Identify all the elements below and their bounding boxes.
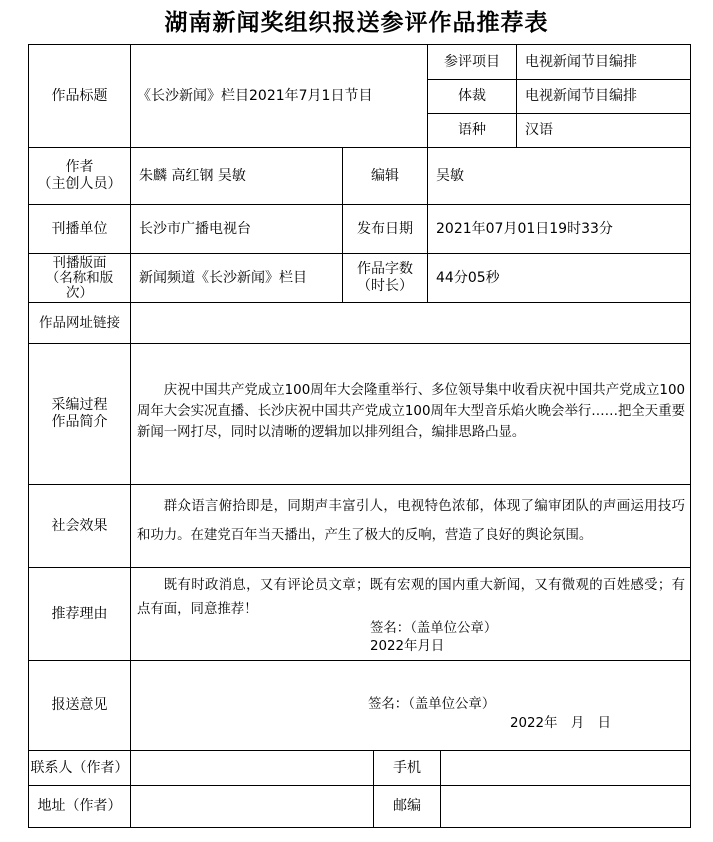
edition-value: 新闻频道《长沙新闻》栏目	[139, 269, 307, 286]
publisher-label: 刊播单位	[51, 220, 108, 237]
edition-label-line1: 刊播版面	[52, 254, 107, 271]
genre-label: 体裁	[458, 88, 486, 104]
zip-label: 邮编	[393, 798, 421, 814]
reason-date: 2022年月日	[370, 639, 445, 654]
author-label-line1: 作者	[65, 159, 94, 175]
phone-value	[441, 751, 690, 785]
social-effect-label: 社会效果	[51, 517, 108, 534]
length-label-line2: （时长）	[357, 278, 413, 294]
contact-label: 联系人（作者）	[30, 759, 129, 776]
length-label-line1: 作品字数	[357, 261, 413, 277]
publish-date-value: 2021年07月01日19时33分	[436, 220, 613, 237]
reason-text: 既有时政消息，又有评论员文章；既有宏观的国内重大新闻，又有微观的百姓感受；有点有面，同意推荐！	[137, 578, 685, 617]
genre-value: 电视新闻节目编排	[525, 88, 637, 104]
process-label-line2: 作品简介	[51, 414, 108, 430]
opinion-label: 报送意见	[51, 697, 108, 713]
category-label: 参评项目	[444, 53, 500, 70]
editor-value: 吴敏	[436, 167, 464, 184]
opinion-sign: 签名：（盖单位公章）	[368, 697, 496, 712]
reason-label: 推荐理由	[51, 605, 108, 622]
process-text: 庆祝中国共产党成立100周年大会隆重举行、多位领导集中收看庆祝中国共产党成立100周年大会实况直播、长沙庆祝中国共产党成立100周年大型音乐焰火晚会举行……把全天重要新闻一网打尽，同时以清晰的逻辑加以排列组合，编排思路凸显。	[137, 383, 685, 440]
reason-sign: 签名：（盖单位公章）	[370, 621, 498, 636]
language-value: 汉语	[525, 122, 553, 138]
process-label-line1: 采编过程	[51, 397, 108, 413]
author-value: 朱麟 高红钢 吴敏	[139, 167, 246, 184]
length-value: 44分05秒	[436, 269, 500, 286]
author-label	[29, 148, 130, 204]
edition-label-line3: 次）	[66, 284, 93, 301]
social-effect-text: 群众语言俯拾即是，同期声丰富引人，电视特色浓郁，体现了编审团队的声画运用技巧和功力。在建党百年当天播出，产生了极大的反响，营造了良好的舆论氛围。	[137, 499, 685, 543]
zip-value	[441, 786, 690, 827]
edition-label-line2: （名称和版	[45, 269, 114, 286]
work-title-label: 作品标题	[51, 87, 108, 104]
address-value	[131, 786, 373, 827]
url-value	[131, 303, 690, 343]
author-label-line2: （主创人员）	[37, 176, 122, 192]
phone-label: 手机	[393, 759, 421, 776]
process-label	[29, 344, 130, 484]
contact-value	[131, 751, 373, 785]
opinion-date: 2022年 月 日	[510, 716, 612, 731]
page-title: 湖南新闻奖组织报送参评作品推荐表	[164, 9, 549, 36]
category-value: 电视新闻节目编排	[525, 53, 637, 70]
publish-date-label: 发布日期	[357, 220, 413, 237]
url-label: 作品网址链接	[39, 314, 120, 331]
editor-label: 编辑	[371, 167, 399, 184]
publisher-value: 长沙市广播电视台	[139, 220, 251, 237]
work-title-value: 《长沙新闻》栏目2021年7月1日节目	[137, 87, 373, 104]
language-label: 语种	[458, 122, 486, 138]
edition-label	[29, 254, 130, 302]
length-label	[343, 254, 427, 302]
address-label: 地址（作者）	[37, 798, 122, 814]
